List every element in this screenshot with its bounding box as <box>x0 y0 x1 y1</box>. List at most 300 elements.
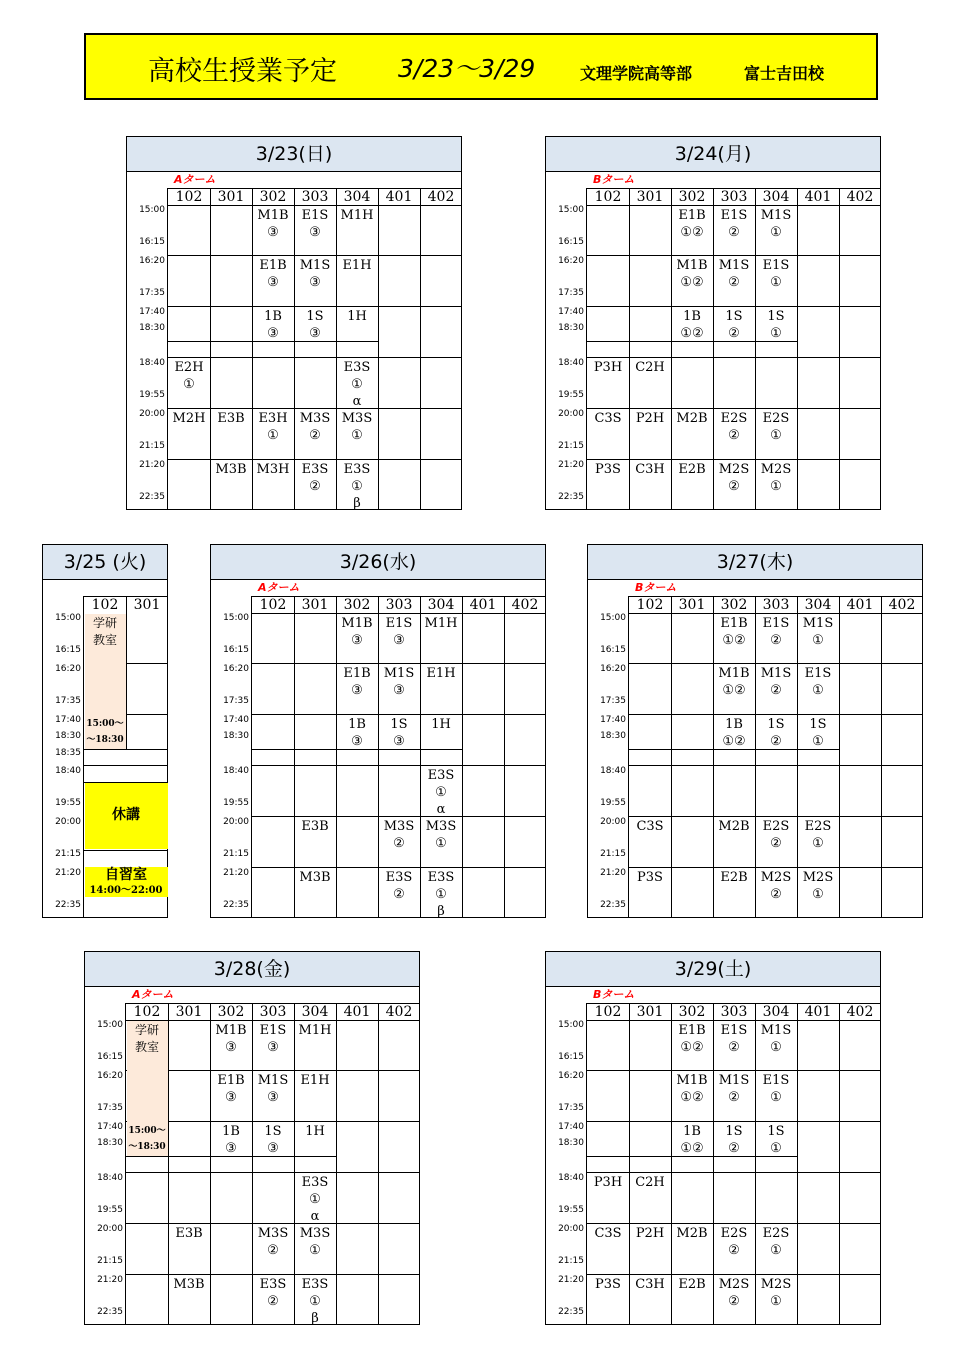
class-cell <box>252 207 294 241</box>
cell-line: 1H <box>431 717 451 732</box>
cell-line: E1S <box>385 616 413 631</box>
time-label: 16:15 <box>97 1052 123 1062</box>
class-cell <box>755 410 797 444</box>
study-room-time <box>126 1123 168 1155</box>
cell-line: ① <box>812 734 824 749</box>
cell-line: C2H <box>635 1175 665 1190</box>
cell-line: ① <box>812 683 824 698</box>
cell-line: C3H <box>635 462 665 477</box>
room-header-304: 304 <box>301 1004 329 1020</box>
cell-line: ① <box>309 1243 321 1258</box>
class-cell <box>713 308 755 342</box>
cell-line: M2B <box>676 411 708 426</box>
cell-line: E1S <box>762 258 790 273</box>
day-table <box>126 136 462 510</box>
cell-line: 1B <box>264 309 282 324</box>
cell-line: 1S <box>809 717 827 732</box>
time-label: 15:00 <box>558 1020 584 1030</box>
time-label: 15:00 <box>97 1020 123 1030</box>
time-label: 21:20 <box>223 868 249 878</box>
room-header-102: 102 <box>259 597 287 613</box>
room-header-303: 303 <box>385 597 413 613</box>
grid-line <box>671 596 672 917</box>
cell-line: ③ <box>393 683 405 698</box>
room-header-302: 302 <box>678 1004 706 1020</box>
cell-line: M1S <box>718 1073 750 1088</box>
class-cell <box>713 869 755 886</box>
time-label: 16:15 <box>223 645 249 655</box>
class-cell <box>713 461 755 495</box>
time-label: 17:40 <box>97 1122 123 1132</box>
cell-line: 1S <box>306 309 324 324</box>
grid-line <box>629 714 923 715</box>
cell-line: ① <box>435 887 447 902</box>
cell-line: ①② <box>680 326 704 341</box>
cell-line: E1S <box>762 1073 790 1088</box>
grid-line <box>126 1223 420 1224</box>
class-cell <box>294 461 336 495</box>
class-cell <box>671 207 713 241</box>
cell-line: E2S <box>762 1226 790 1241</box>
class-cell <box>294 1022 336 1039</box>
cell-line: E2B <box>720 870 748 885</box>
cell-line: ② <box>728 428 740 443</box>
cell-line: ① <box>770 1141 782 1156</box>
class-cell <box>420 615 462 632</box>
grid-line <box>126 1274 420 1275</box>
grid-line <box>881 596 882 917</box>
cell-line: E1S <box>720 208 748 223</box>
cell-line: ② <box>770 734 782 749</box>
class-cell <box>629 1225 671 1242</box>
cell-line: ①② <box>680 1141 704 1156</box>
cell-line: E1B <box>678 1023 706 1038</box>
closed-label: 休講 <box>112 807 140 823</box>
class-cell <box>336 410 378 444</box>
cell-line: 1S <box>767 1124 785 1139</box>
time-label: 21:20 <box>558 1275 584 1285</box>
time-label: 19:55 <box>600 798 626 808</box>
cell-line: ① <box>351 377 363 392</box>
cell-line: E3S <box>301 462 329 477</box>
cell-line: E3S <box>427 870 455 885</box>
class-cell <box>671 1022 713 1056</box>
time-label: 19:55 <box>558 390 584 400</box>
grid-line <box>629 613 923 614</box>
time-label: 16:20 <box>558 1071 584 1081</box>
cell-line: ③ <box>393 633 405 648</box>
cell-line: 15:00〜 <box>128 1126 166 1136</box>
cell-line: ② <box>728 225 740 240</box>
grid-line <box>462 596 463 917</box>
day-table <box>545 951 881 1325</box>
cell-line: 1B <box>725 717 743 732</box>
time-label: 21:15 <box>97 1256 123 1266</box>
cell-line: 教室 <box>134 1040 159 1054</box>
cell-line: ③ <box>225 1090 237 1105</box>
cell-line: M3S <box>299 1226 331 1241</box>
cell-line: M2B <box>676 1226 708 1241</box>
time-label: 21:20 <box>558 460 584 470</box>
time-label: 17:35 <box>558 288 584 298</box>
room-header-302: 302 <box>217 1004 245 1020</box>
class-cell <box>671 461 713 478</box>
cell-line: E3S <box>427 768 455 783</box>
cell-line: ② <box>728 1090 740 1105</box>
cell-line: ③ <box>351 683 363 698</box>
cell-line: ① <box>435 785 447 800</box>
room-header-303: 303 <box>301 189 329 205</box>
room-header-102: 102 <box>636 597 664 613</box>
cell-line: M1B <box>257 208 289 223</box>
room-header-402: 402 <box>846 189 874 205</box>
cell-line: M3S <box>257 1226 289 1241</box>
cell-line: ③ <box>393 734 405 749</box>
room-header-301: 301 <box>217 189 245 205</box>
cell-line: M1S <box>760 1023 792 1038</box>
class-cell <box>210 461 252 478</box>
time-label: 16:20 <box>55 664 81 674</box>
time-label: 16:15 <box>558 237 584 247</box>
class-cell <box>252 257 294 291</box>
class-cell <box>671 410 713 427</box>
time-label: 17:40 <box>558 307 584 317</box>
room-header-402: 402 <box>427 189 455 205</box>
cell-line: ② <box>770 887 782 902</box>
class-cell <box>420 767 462 818</box>
cell-line: ① <box>812 633 824 648</box>
time-label: 18:30 <box>55 731 81 741</box>
grid-line <box>252 765 546 766</box>
cell-line: ③ <box>267 225 279 240</box>
grid-line <box>336 1003 337 1324</box>
time-label: 19:55 <box>55 798 81 808</box>
cell-line: E2S <box>720 411 748 426</box>
cell-line: ② <box>728 1141 740 1156</box>
cell-line: ① <box>309 1192 321 1207</box>
time-label: 16:20 <box>139 256 165 266</box>
class-cell <box>336 716 378 750</box>
cell-line: ② <box>770 836 782 851</box>
cell-line: E3S <box>343 360 371 375</box>
day-header: 3/24(月) <box>546 137 880 172</box>
cell-line: E1S <box>804 666 832 681</box>
cell-line: M1S <box>383 666 415 681</box>
room-header-402: 402 <box>511 597 539 613</box>
cell-line: P3S <box>595 462 621 477</box>
time-label: 19:55 <box>223 798 249 808</box>
grid-line <box>168 357 462 358</box>
page-header <box>84 33 878 100</box>
class-cell <box>755 818 797 852</box>
time-label: 16:20 <box>600 664 626 674</box>
grid-line <box>629 816 923 817</box>
class-cell <box>629 410 671 427</box>
grid-line <box>420 188 421 509</box>
cell-line: C3H <box>635 1277 665 1292</box>
study-room-time <box>84 716 126 748</box>
cell-line: ① <box>351 479 363 494</box>
class-cell <box>713 1072 755 1106</box>
cell-line: P2H <box>635 1226 665 1241</box>
class-cell <box>168 1276 210 1293</box>
cell-line: ①② <box>680 225 704 240</box>
term-label: Bターム <box>593 988 635 1001</box>
room-header-401: 401 <box>469 597 497 613</box>
room-header-304: 304 <box>762 189 790 205</box>
class-cell <box>755 716 797 750</box>
time-label: 21:15 <box>139 441 165 451</box>
room-header-304: 304 <box>343 189 371 205</box>
cell-line: E1B <box>678 208 706 223</box>
cell-line: α <box>436 802 446 817</box>
class-cell <box>252 410 294 444</box>
cell-line: P3S <box>637 870 663 885</box>
class-cell <box>587 1174 629 1191</box>
term-label: Bターム <box>593 173 635 186</box>
class-cell <box>671 1123 713 1157</box>
class-cell <box>294 1174 336 1225</box>
time-label: 17:40 <box>55 715 81 725</box>
cell-line: M1S <box>802 616 834 631</box>
grid-line <box>168 408 462 409</box>
class-cell <box>294 1072 336 1089</box>
cell-line: M1B <box>341 616 373 631</box>
cell-line: M2B <box>718 819 750 834</box>
cell-line: M1B <box>215 1023 247 1038</box>
cell-line: M3S <box>383 819 415 834</box>
room-header-401: 401 <box>343 1004 371 1020</box>
class-cell <box>629 818 671 835</box>
room-header-301: 301 <box>175 1004 203 1020</box>
cell-line: C3S <box>594 1226 622 1241</box>
class-cell <box>210 1022 252 1056</box>
cell-line: M2H <box>172 411 206 426</box>
room-header-102: 102 <box>175 189 203 205</box>
cell-line: E2S <box>762 411 790 426</box>
room-header-301: 301 <box>133 597 161 613</box>
cell-line: E2B <box>678 1277 706 1292</box>
cell-line: 〜18:30 <box>86 735 124 745</box>
cell-line: ①② <box>680 1090 704 1105</box>
cell-line: P3H <box>593 1175 623 1190</box>
grid-line <box>126 714 168 715</box>
day-header: 3/27(木) <box>588 545 922 580</box>
time-label: 18:35 <box>55 748 81 758</box>
class-cell <box>294 1225 336 1259</box>
class-cell <box>336 461 378 512</box>
cell-line: M1B <box>676 258 708 273</box>
class-cell <box>755 1276 797 1310</box>
class-cell <box>587 359 629 376</box>
cell-line: ③ <box>267 1141 279 1156</box>
grid-line <box>839 596 840 917</box>
room-header-402: 402 <box>888 597 916 613</box>
time-label: 20:00 <box>139 409 165 419</box>
cell-line: M1B <box>676 1073 708 1088</box>
cell-line: ② <box>728 275 740 290</box>
class-cell <box>252 1072 294 1106</box>
cell-line: E3S <box>301 1175 329 1190</box>
class-cell <box>294 818 336 835</box>
cell-line: ① <box>770 1090 782 1105</box>
cell-line: M3H <box>256 462 290 477</box>
time-label: 22:35 <box>558 492 584 502</box>
class-cell <box>671 1072 713 1106</box>
cell-line: E1B <box>259 258 287 273</box>
class-cell <box>713 410 755 444</box>
grid-line <box>797 1003 798 1324</box>
time-label: 18:30 <box>558 1138 584 1148</box>
time-label: 22:35 <box>139 492 165 502</box>
cell-line: ① <box>351 428 363 443</box>
time-label: 16:20 <box>558 256 584 266</box>
time-label: 17:35 <box>139 288 165 298</box>
cell-line: ② <box>309 428 321 443</box>
grid-line <box>126 1121 420 1122</box>
cell-line: ① <box>812 836 824 851</box>
time-label: 16:15 <box>55 645 81 655</box>
cell-line: ① <box>183 377 195 392</box>
cell-line: 1S <box>767 717 785 732</box>
cell-line: ①② <box>722 633 746 648</box>
cell-line: M1H <box>298 1023 332 1038</box>
cell-line: α <box>310 1209 320 1224</box>
cell-line: E1S <box>301 208 329 223</box>
term-label: Aターム <box>132 988 174 1001</box>
time-label: 22:35 <box>600 900 626 910</box>
class-cell <box>210 410 252 427</box>
room-header-102: 102 <box>594 1004 622 1020</box>
cell-line: ② <box>309 479 321 494</box>
grid-line <box>126 663 168 664</box>
class-cell <box>168 1225 210 1242</box>
cell-line: M1S <box>299 258 331 273</box>
class-cell <box>797 665 839 699</box>
grid-line <box>839 188 840 509</box>
cell-line: ③ <box>309 225 321 240</box>
class-cell <box>252 461 294 478</box>
class-cell <box>336 665 378 699</box>
time-label: 15:00 <box>55 613 81 623</box>
grid-line <box>84 850 168 851</box>
room-header-303: 303 <box>762 597 790 613</box>
cell-line: ② <box>393 887 405 902</box>
class-cell <box>378 818 420 852</box>
cell-line: ③ <box>267 326 279 341</box>
cell-line: M1S <box>257 1073 289 1088</box>
cell-line: P2H <box>635 411 665 426</box>
cell-line: ② <box>770 683 782 698</box>
time-label: 18:40 <box>55 766 81 776</box>
time-label: 16:15 <box>139 237 165 247</box>
day-header: 3/29(土) <box>546 952 880 987</box>
time-label: 20:00 <box>223 817 249 827</box>
cell-line: 1S <box>767 309 785 324</box>
class-cell <box>755 869 797 903</box>
cell-line: M2S <box>760 1277 792 1292</box>
grid-line <box>587 1274 881 1275</box>
cell-line: E1B <box>217 1073 245 1088</box>
cell-line: ①② <box>722 734 746 749</box>
grid-line <box>252 663 546 664</box>
time-label: 17:40 <box>223 715 249 725</box>
cell-line: 学研 <box>92 616 117 630</box>
cell-line: E1B <box>343 666 371 681</box>
cell-line: E2S <box>720 1226 748 1241</box>
class-cell <box>336 615 378 649</box>
time-label: 17:35 <box>55 696 81 706</box>
class-cell <box>294 207 336 241</box>
cell-line: ② <box>267 1243 279 1258</box>
grid-line <box>587 357 881 358</box>
class-cell <box>210 1072 252 1106</box>
time-label: 19:55 <box>139 390 165 400</box>
class-cell <box>629 1276 671 1293</box>
class-cell <box>713 665 755 699</box>
class-cell <box>336 308 378 325</box>
cell-line: E3S <box>301 1277 329 1292</box>
time-label: 18:30 <box>139 323 165 333</box>
cell-line: β <box>353 496 361 511</box>
class-cell <box>168 410 210 427</box>
time-label: 17:40 <box>139 307 165 317</box>
cell-line: M3B <box>173 1277 205 1292</box>
cell-line: E3S <box>343 462 371 477</box>
class-cell <box>755 1072 797 1106</box>
time-label: 15:00 <box>600 613 626 623</box>
cell-line: M3S <box>425 819 457 834</box>
school-name: 文理学院高等部 <box>580 64 693 83</box>
time-label: 18:40 <box>139 358 165 368</box>
class-cell <box>252 308 294 342</box>
time-label: 21:15 <box>55 849 81 859</box>
class-cell <box>252 1123 294 1157</box>
grid-line <box>587 459 881 460</box>
class-cell <box>713 716 755 750</box>
time-label: 22:35 <box>97 1307 123 1317</box>
class-cell <box>797 615 839 649</box>
grid-line <box>168 306 462 307</box>
cell-line: M3B <box>215 462 247 477</box>
time-label: 22:35 <box>223 900 249 910</box>
cell-line: 15:00〜 <box>86 719 124 729</box>
cell-line: 1B <box>683 309 701 324</box>
cell-line: ② <box>728 1243 740 1258</box>
study-room-label <box>126 1022 168 1056</box>
time-label: 18:30 <box>558 323 584 333</box>
class-cell <box>629 359 671 376</box>
time-label: 21:15 <box>558 441 584 451</box>
cell-line: E1B <box>720 616 748 631</box>
cell-line: M2S <box>718 1277 750 1292</box>
time-label: 17:35 <box>600 696 626 706</box>
grid-line <box>252 816 546 817</box>
cell-line: ① <box>770 225 782 240</box>
room-header-402: 402 <box>846 1004 874 1020</box>
class-cell <box>629 461 671 478</box>
class-cell <box>587 1276 629 1293</box>
class-cell <box>713 818 755 835</box>
cell-line: M2S <box>718 462 750 477</box>
class-cell <box>587 461 629 478</box>
time-label: 22:35 <box>558 1307 584 1317</box>
time-label: 20:00 <box>55 817 81 827</box>
grid-line <box>629 867 923 868</box>
grid-line <box>168 459 462 460</box>
room-header-401: 401 <box>846 597 874 613</box>
grid-line <box>84 765 168 766</box>
